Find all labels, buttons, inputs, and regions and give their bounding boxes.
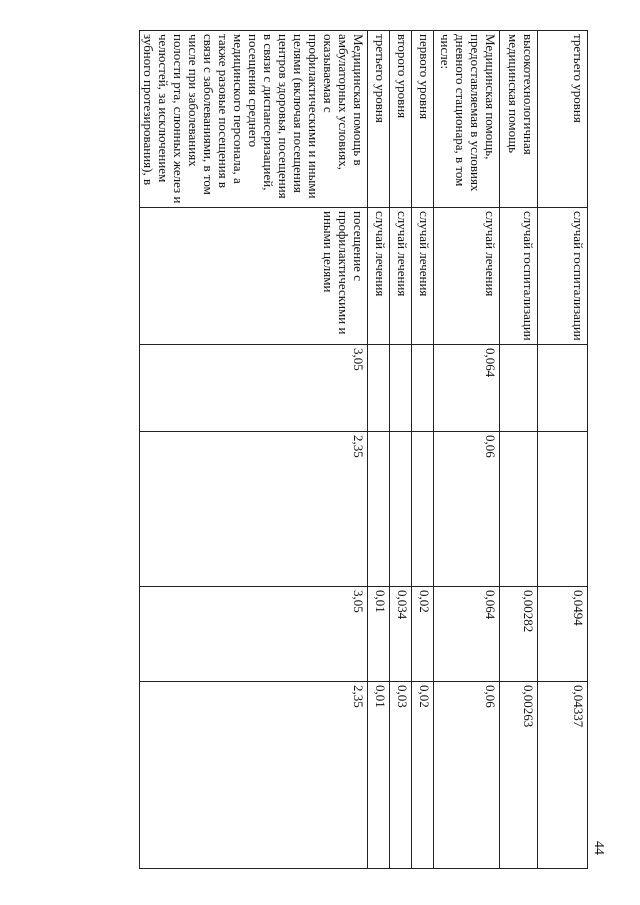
- row-value-1: 0,064: [434, 345, 500, 432]
- row-value-4: 0,06: [434, 682, 500, 869]
- row-value-2: 0,06: [434, 432, 500, 587]
- row-name: третьего уровня: [538, 31, 588, 208]
- row-unit: случай лечения: [434, 208, 500, 345]
- row-value-1: [500, 345, 538, 432]
- row-unit: случай госпитализации: [500, 208, 538, 345]
- row-value-4: 0,00263: [500, 682, 538, 869]
- row-value-3: 0,02: [412, 587, 434, 682]
- row-name: второго уровня: [390, 31, 412, 208]
- row-name: Медицинская помощь, предоставляемая в условиях дневного стационара, в том числе:: [434, 31, 500, 208]
- row-unit: случай лечения: [368, 208, 390, 345]
- row-name: Медицинская помощь в амбулаторных условиях, оказываемая с профилактическими и иными целями (включая посещения центров здоровья, посещения в связи с диспансеризацией, посещения среднего медицинского персонала, а также разовые посещения в связи с заболеваниями, в том числе при заболеваниях полости рта, слюнных желез и челюстей, за исключением зубного протезирования), в: [140, 31, 368, 208]
- row-value-4: 0,02: [412, 682, 434, 869]
- row-value-2: [500, 432, 538, 587]
- row-value-2: 2,35: [140, 432, 368, 587]
- row-value-3: 0,064: [434, 587, 500, 682]
- table-row: [368, 31, 390, 869]
- row-value-4: 2,35: [140, 682, 368, 869]
- row-value-3: 0,034: [390, 587, 412, 682]
- row-unit: посещение с профилактическими и иными целями: [140, 208, 368, 345]
- row-value-1: 3,05: [140, 345, 368, 432]
- row-value-3: 3,05: [140, 587, 368, 682]
- rotated-table-container: [46, 30, 588, 868]
- row-value-1: [538, 345, 588, 432]
- row-value-4: 0,04337: [538, 682, 588, 869]
- row-name: первого уровня: [412, 31, 434, 208]
- norms-table: [139, 30, 588, 869]
- row-value-2: [368, 432, 390, 587]
- row-value-1: [368, 345, 390, 432]
- row-value-2: [538, 432, 588, 587]
- row-name: третьего уровня: [368, 31, 390, 208]
- row-unit: случай госпитализации: [538, 208, 588, 345]
- row-value-3: 0,01: [368, 587, 390, 682]
- row-value-1: [390, 345, 412, 432]
- row-value-1: [412, 345, 434, 432]
- table-row: [500, 31, 538, 869]
- row-value-3: 0,0494: [538, 587, 588, 682]
- row-value-4: 0,01: [368, 682, 390, 869]
- page-number: 44: [591, 841, 606, 855]
- table-row: [412, 31, 434, 869]
- row-unit: случай лечения: [412, 208, 434, 345]
- table-row: [538, 31, 588, 869]
- row-unit: случай лечения: [390, 208, 412, 345]
- table-row: [140, 31, 368, 869]
- row-value-2: [412, 432, 434, 587]
- row-value-3: 0,00282: [500, 587, 538, 682]
- table-row: [390, 31, 412, 869]
- table-row: [434, 31, 500, 869]
- row-value-2: [390, 432, 412, 587]
- row-name: высокотехнологичная медицинская помощь: [500, 31, 538, 208]
- row-value-4: 0,03: [390, 682, 412, 869]
